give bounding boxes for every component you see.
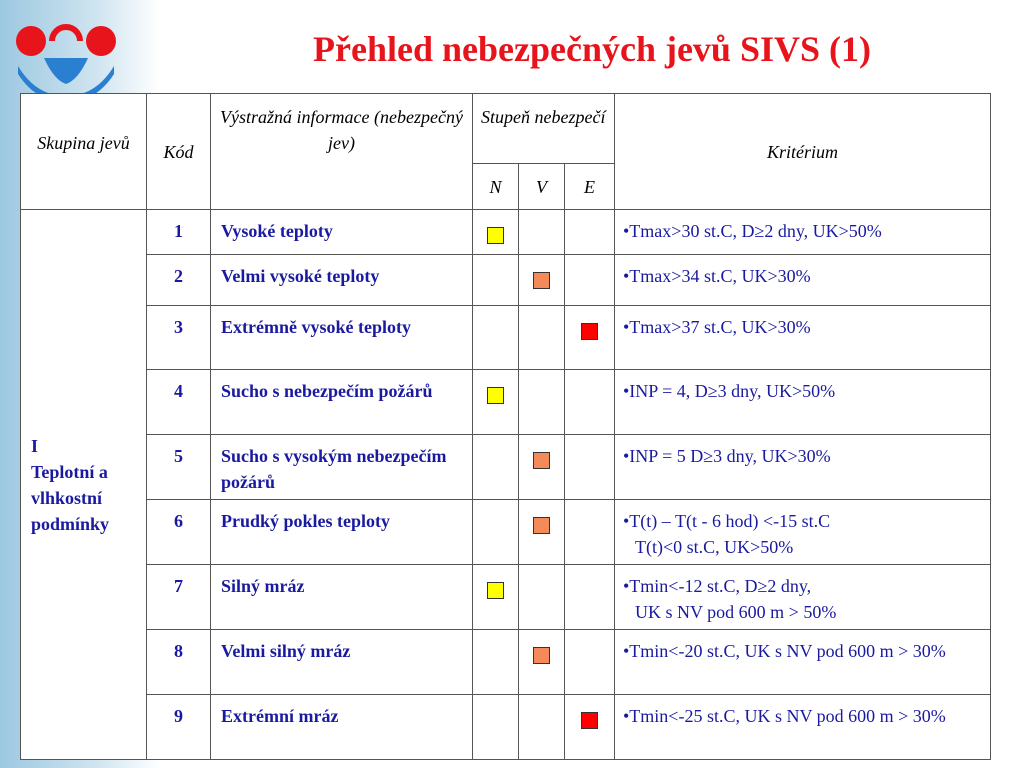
- hazard-name-cell: Extrémně vysoké teploty: [211, 306, 473, 370]
- criterion-line1: •Tmax>30 st.C, D≥2 dny, UK>50%: [623, 221, 882, 241]
- header-criterion: Kritérium: [615, 94, 991, 210]
- criterion-line1: •Tmax>34 st.C, UK>30%: [623, 266, 811, 286]
- level-n-cell: [473, 370, 519, 435]
- level-e-cell: [565, 370, 615, 435]
- table-row: [21, 255, 991, 306]
- criterion-line1: •Tmin<-25 st.C, UK s NV pod 600 m > 30%: [623, 706, 946, 726]
- code-cell: 4: [147, 370, 211, 435]
- hazard-name-cell: Silný mráz: [211, 565, 473, 630]
- level-v-cell: [519, 370, 565, 435]
- criterion-cell: [615, 306, 991, 370]
- level-n-cell: [473, 695, 519, 760]
- criterion-line1: •Tmax>37 st.C, UK>30%: [623, 317, 811, 337]
- level-e-cell: [565, 306, 615, 370]
- level-v-cell: [519, 435, 565, 500]
- level-n-cell: [473, 255, 519, 306]
- level-v-cell: [519, 255, 565, 306]
- table-row: [21, 306, 991, 370]
- criterion-cell: [615, 210, 991, 255]
- hazard-name-cell: Vysoké teploty: [211, 210, 473, 255]
- criterion-cell: [615, 695, 991, 760]
- level-e-cell: [565, 210, 615, 255]
- code-cell: 7: [147, 565, 211, 630]
- level-n-cell: [473, 630, 519, 695]
- code-cell: 5: [147, 435, 211, 500]
- group-number: I: [31, 435, 39, 456]
- code-cell: 8: [147, 630, 211, 695]
- level-e-cell: [565, 565, 615, 630]
- code-cell: 6: [147, 500, 211, 565]
- header-e: E: [565, 164, 615, 210]
- hazard-name-cell: Sucho s vysokým nebezpečím požárů: [211, 435, 473, 500]
- level-e-cell: [565, 695, 615, 760]
- table-row: [21, 565, 991, 630]
- table-row: [21, 435, 991, 500]
- header-code: Kód: [147, 94, 211, 210]
- group-cell: [21, 210, 147, 760]
- level-v-cell: [519, 630, 565, 695]
- level-n-cell: [473, 500, 519, 565]
- table-row: [21, 630, 991, 695]
- level-e-cell: [565, 255, 615, 306]
- criterion-cell: [615, 255, 991, 306]
- criterion-line2: UK s NV pod 600 m > 50%: [635, 602, 837, 622]
- level-square-icon: [581, 323, 598, 340]
- level-e-cell: [565, 500, 615, 565]
- level-square-icon: [533, 517, 550, 534]
- table-row: [21, 370, 991, 435]
- header-v: V: [519, 164, 565, 210]
- header-n: N: [473, 164, 519, 210]
- hazard-name-cell: Velmi vysoké teploty: [211, 255, 473, 306]
- level-e-cell: [565, 435, 615, 500]
- table-row: [21, 695, 991, 760]
- level-v-cell: [519, 210, 565, 255]
- header-info: Výstražná informace (nebezpečný jev): [211, 94, 473, 210]
- criterion-cell: [615, 565, 991, 630]
- page-title: Přehled nebezpečných jevů SIVS (1): [313, 29, 871, 69]
- header-level: Stupeň nebezpečí: [473, 94, 615, 164]
- level-n-cell: [473, 210, 519, 255]
- table-row: [21, 500, 991, 565]
- level-v-cell: [519, 306, 565, 370]
- criterion-line1: •Tmin<-20 st.C, UK s NV pod 600 m > 30%: [623, 641, 946, 661]
- hazard-name-cell: Velmi silný mráz: [211, 630, 473, 695]
- level-e-cell: [565, 630, 615, 695]
- hazard-name-cell: Extrémní mráz: [211, 695, 473, 760]
- criterion-line1: •T(t) – T(t - 6 hod) <-15 st.C: [623, 511, 831, 531]
- level-square-icon: [533, 272, 550, 289]
- level-v-cell: [519, 500, 565, 565]
- level-square-icon: [581, 712, 598, 729]
- hazard-table: [20, 93, 991, 760]
- level-square-icon: [487, 227, 504, 244]
- criterion-line1: •INP = 4, D≥3 dny, UK>50%: [623, 381, 836, 401]
- code-cell: 2: [147, 255, 211, 306]
- level-square-icon: [533, 452, 550, 469]
- criterion-cell: [615, 500, 991, 565]
- criterion-line1: •Tmin<-12 st.C, D≥2 dny,: [623, 576, 812, 596]
- table-row: [21, 210, 991, 255]
- code-cell: 1: [147, 210, 211, 255]
- criterion-line1: •INP = 5 D≥3 dny, UK>30%: [623, 446, 831, 466]
- level-square-icon: [533, 647, 550, 664]
- header-group: [21, 94, 147, 210]
- level-n-cell: [473, 565, 519, 630]
- level-v-cell: [519, 565, 565, 630]
- criterion-cell: [615, 370, 991, 435]
- level-n-cell: [473, 306, 519, 370]
- level-n-cell: [473, 435, 519, 500]
- criterion-cell: [615, 630, 991, 695]
- hazard-name-cell: Prudký pokles teploty: [211, 500, 473, 565]
- level-square-icon: [487, 582, 504, 599]
- group-name: Teplotní a vlhkostní podmínky: [31, 461, 110, 534]
- level-v-cell: [519, 695, 565, 760]
- code-cell: 9: [147, 695, 211, 760]
- hazard-name-cell: Sucho s nebezpečím požárů: [211, 370, 473, 435]
- criterion-line2: T(t)<0 st.C, UK>50%: [635, 537, 794, 557]
- code-cell: 3: [147, 306, 211, 370]
- level-square-icon: [487, 387, 504, 404]
- criterion-cell: [615, 435, 991, 500]
- header-group-label: Skupina jevů: [37, 133, 130, 153]
